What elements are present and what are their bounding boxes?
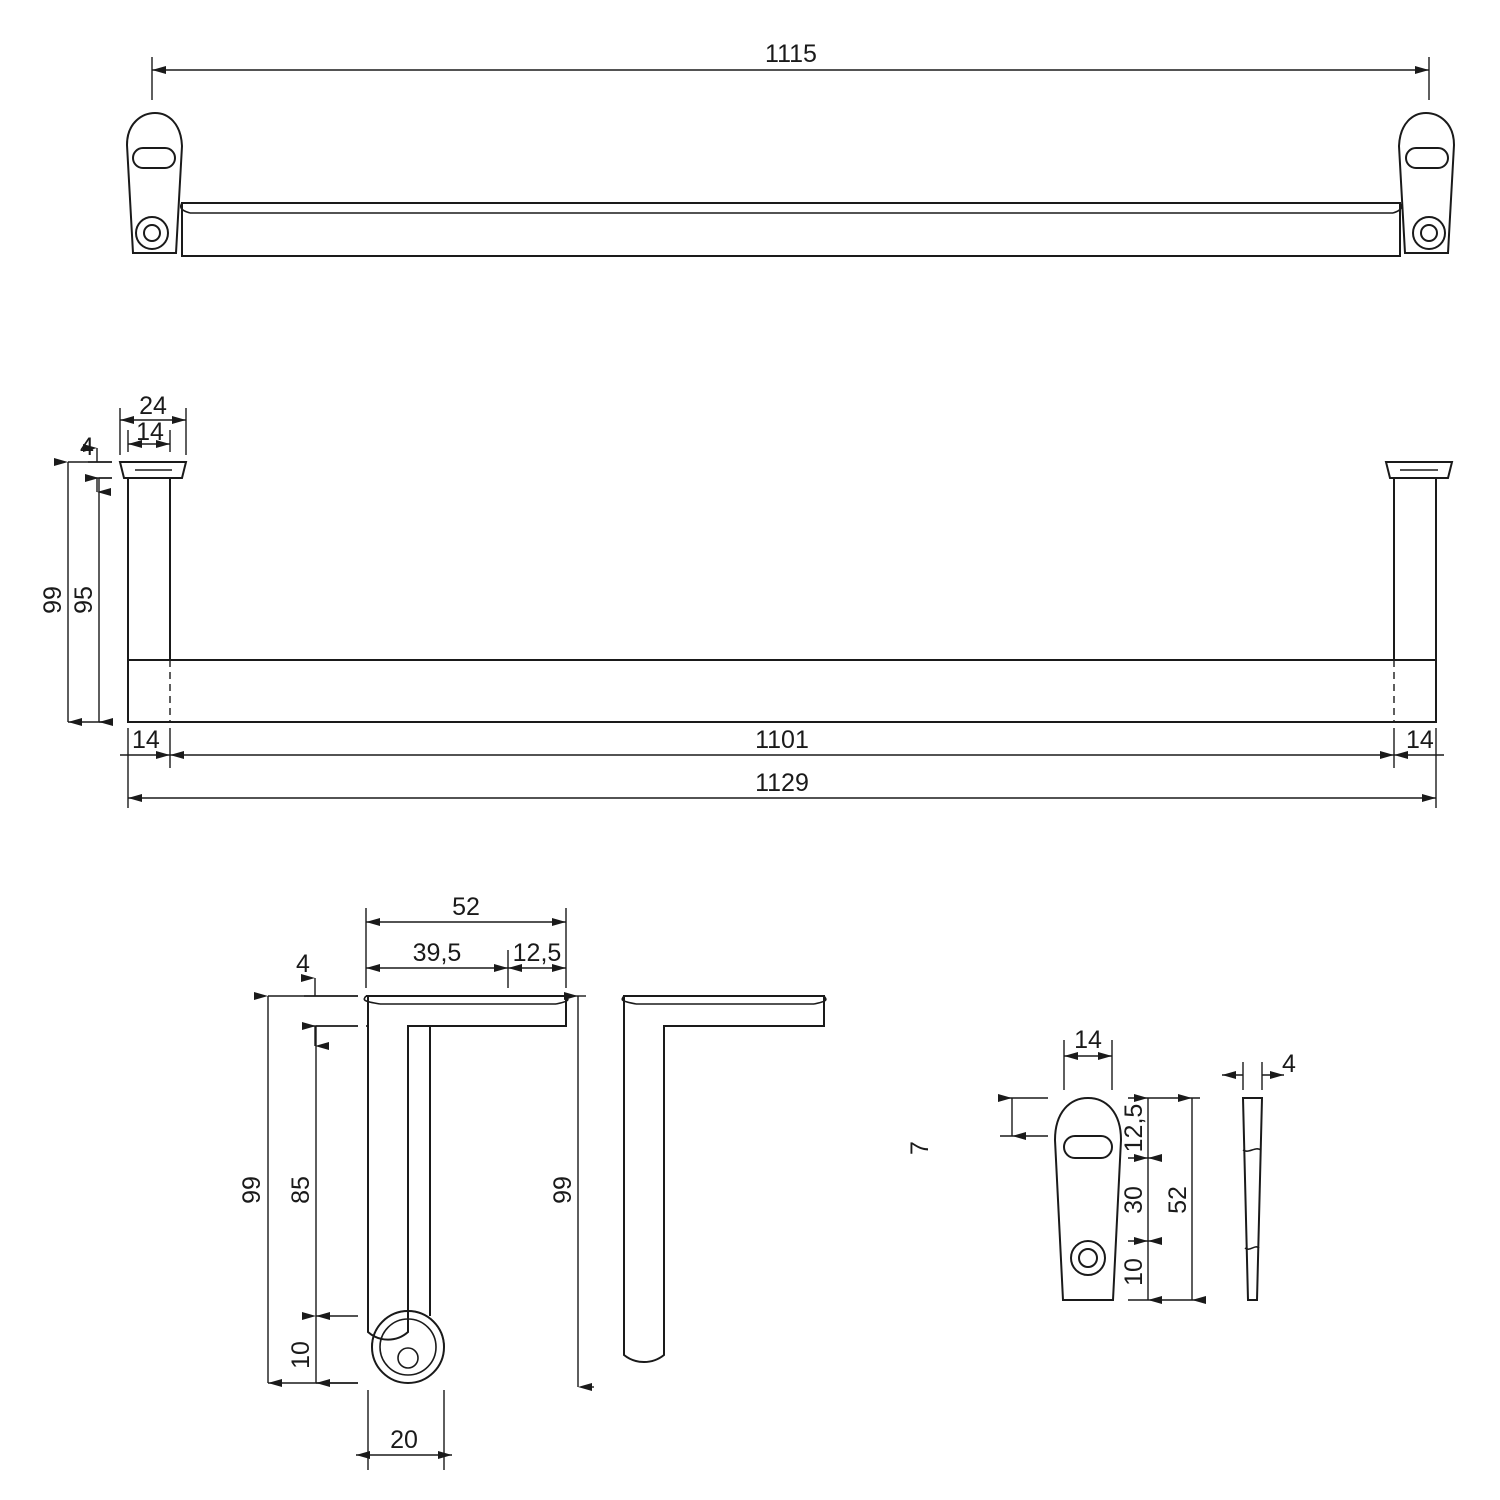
- dim-label-95: 95: [70, 586, 98, 614]
- dim-label-14-plate: 14: [1074, 1026, 1102, 1054]
- dim-label-99: 99: [39, 586, 67, 614]
- dim-label-1115: 1115: [765, 40, 817, 68]
- dim-label-1101: 1101: [755, 726, 809, 754]
- dim-label-85: 85: [287, 1176, 315, 1204]
- dim-label-4-plate: 4: [1282, 1050, 1296, 1078]
- dim-label-4-flange: 4: [80, 433, 94, 461]
- dim-label-99-bracket: 99: [238, 1176, 266, 1204]
- dim-label-24: 24: [139, 392, 167, 420]
- dim-label-395: 39,5: [412, 939, 462, 967]
- dim-label-4-bracket: 4: [296, 950, 310, 978]
- dim-label-125: 12,5: [512, 939, 562, 967]
- dim-label-7: 7: [906, 1141, 934, 1155]
- dim-label-52-plate: 52: [1164, 1186, 1192, 1214]
- dim-label-10-plate: 10: [1120, 1258, 1148, 1286]
- dim-label-20: 20: [390, 1426, 418, 1454]
- dim-label-30: 30: [1120, 1186, 1148, 1214]
- dim-label-14-right: 14: [1406, 726, 1434, 754]
- dim-label-14-left: 14: [132, 726, 160, 754]
- dim-label-125-plate: 12,5: [1120, 1103, 1148, 1153]
- dim-label-10-bracket: 10: [287, 1341, 315, 1369]
- dim-label-14-post: 14: [136, 418, 164, 446]
- dim-label-99-bracket-right: 99: [549, 1176, 577, 1204]
- dim-label-1129: 1129: [755, 769, 809, 797]
- dim-label-52: 52: [452, 893, 480, 921]
